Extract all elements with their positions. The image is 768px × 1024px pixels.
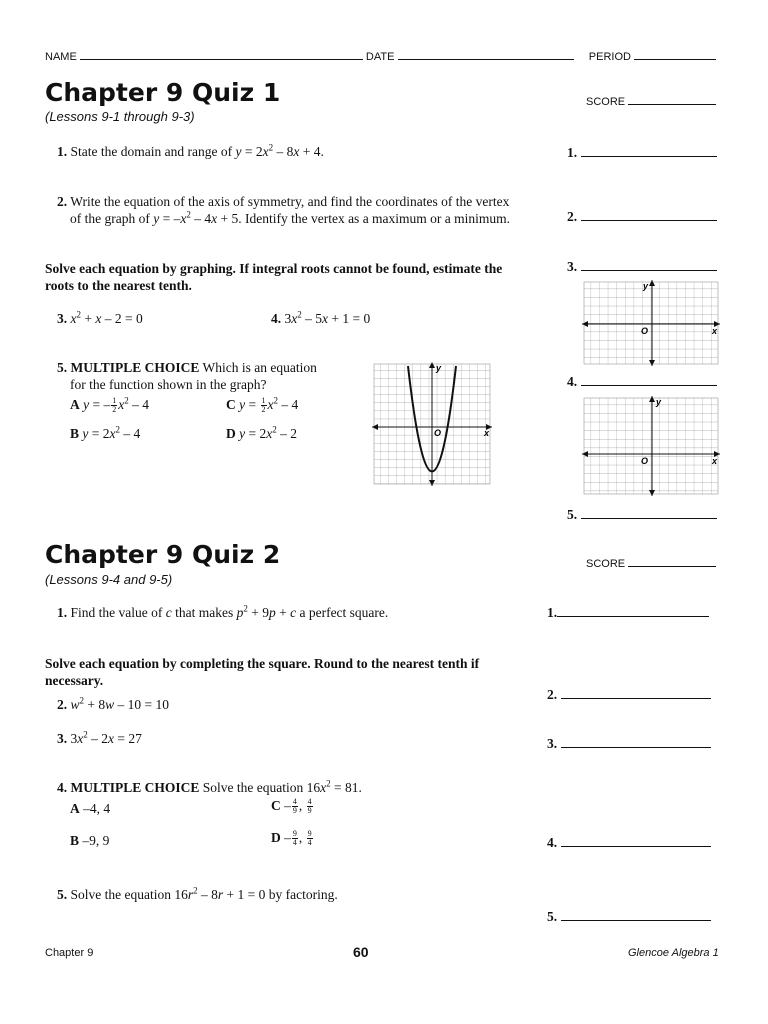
- equation: $3x^2 - 2x = 27$: [70, 729, 142, 746]
- answer-number: 5.: [567, 507, 578, 522]
- quiz2-question-1: 1. Find the value of c that makes $p^2 + 9p + c$ a perfect square.: [57, 603, 389, 620]
- answer-grid-3[interactable]: [582, 280, 720, 366]
- question-text: Find the value of: [70, 605, 163, 620]
- choice-letter: A: [70, 397, 80, 412]
- name-label-row: [45, 48, 716, 63]
- choice-d[interactable]: D $y = 2x^2 - 2$: [226, 424, 297, 441]
- quiz2-instructions: Solve each equation by completing the square. Round to the nearest tenth if necessary.: [45, 656, 480, 688]
- choice-letter: A: [70, 801, 80, 816]
- quiz2-answer-3[interactable]: [547, 736, 711, 752]
- score-field[interactable]: [628, 555, 716, 567]
- name-field[interactable]: [80, 48, 363, 60]
- y-axis-label: y: [643, 281, 649, 291]
- date-label: DATE: [365, 51, 395, 63]
- choice-a[interactable]: A y = – $\frac{1}{2}$ $x^2 - 4$: [70, 395, 149, 415]
- quiz2-question-2: [57, 696, 169, 713]
- x-axis-label: x: [712, 456, 718, 466]
- x-axis-label: x: [712, 326, 718, 336]
- choice-b[interactable]: B $y = 2x^2 - 4$: [70, 424, 141, 441]
- answer-number: 1.: [547, 605, 558, 620]
- origin-label: O: [434, 428, 442, 438]
- quiz1-question-3: [57, 310, 143, 327]
- question-number: 2.: [57, 697, 68, 712]
- choice-value: –4, 4: [83, 801, 111, 816]
- choice-letter: D: [226, 426, 236, 441]
- question-text: State the domain and range of: [70, 144, 233, 159]
- question-number: 3.: [57, 311, 68, 326]
- answer-number: 3.: [547, 736, 558, 751]
- quiz2-answer-2[interactable]: [547, 687, 711, 703]
- quiz2-answer-5[interactable]: [547, 909, 711, 925]
- equation: $16r^2 - 8r + 1 = 0$: [174, 885, 266, 902]
- question-text: Write the equation of the axis of symmetry, and find the coordinates of the vertex: [70, 194, 510, 209]
- origin-label: O: [641, 456, 649, 466]
- footer-book: Glencoe Algebra 1: [628, 947, 719, 959]
- choice-letter: C: [271, 798, 281, 813]
- quiz1-answer-2[interactable]: [567, 209, 717, 225]
- question-number: 5.: [57, 887, 68, 902]
- multiple-choice-label: MULTIPLE CHOICE: [70, 780, 200, 795]
- choice-letter: B: [70, 426, 80, 441]
- choice-letter: D: [271, 830, 281, 845]
- question-text: . Identify the vertex as a maximum or a minimum.: [238, 211, 511, 226]
- quiz2-subtitle: (Lessons 9-4 and 9-5): [45, 572, 173, 587]
- choice-value: –9, 9: [82, 833, 110, 848]
- choice-d[interactable]: D – $\frac{9}{4}$ , $\frac{9}{4}$: [271, 829, 312, 848]
- period-field[interactable]: [634, 48, 716, 60]
- equation: $x^2 + x - 2 = 0$: [70, 309, 143, 326]
- answer-grid-4[interactable]: [582, 396, 720, 496]
- question-number: 4.: [57, 780, 68, 795]
- y-axis-label: y: [656, 397, 662, 407]
- quiz1-subtitle: (Lessons 9-1 through 9-3): [45, 109, 195, 124]
- question-number: 1.: [57, 605, 68, 620]
- quiz2-question-5: [57, 886, 338, 903]
- question-text: for the function shown in the graph?: [70, 377, 267, 392]
- question-text: Solve the equation: [202, 780, 304, 795]
- question-number: 2.: [57, 194, 68, 209]
- parabola-graph: [372, 362, 494, 488]
- quiz2-title: Chapter 9 Quiz 2: [45, 540, 281, 569]
- answer-number: 4.: [547, 835, 558, 850]
- equation: $y = -x^2 - 4x + 5$: [153, 209, 239, 226]
- answer-number: 2.: [547, 687, 558, 702]
- multiple-choice-label: MULTIPLE CHOICE: [70, 360, 200, 375]
- equation: $16x^2 = 81$.: [306, 778, 362, 795]
- choice-a[interactable]: [70, 800, 110, 817]
- quiz1-score: [586, 93, 716, 108]
- equation: $y = 2x^2 - 8x + 4$.: [235, 142, 324, 159]
- score-field[interactable]: [628, 93, 716, 105]
- quiz1-answer-1[interactable]: [567, 145, 717, 161]
- answer-number: 3.: [567, 259, 578, 274]
- equation: $w^2 + 8w - 10 = 10$: [70, 695, 170, 712]
- quiz1-question-4: [271, 310, 370, 327]
- quiz1-question-2: [57, 193, 510, 227]
- quiz2-question-3: [57, 730, 142, 747]
- question-text: by factoring.: [268, 887, 338, 902]
- origin-label: O: [641, 326, 649, 336]
- question-text: that makes: [175, 605, 234, 620]
- choice-letter: C: [226, 397, 236, 412]
- choice-c[interactable]: C – $\frac{4}{9}$ , $\frac{4}{9}$: [271, 797, 312, 816]
- question-text: of the graph of: [70, 211, 150, 226]
- question-number: 5.: [57, 360, 68, 375]
- x-axis-label: x: [484, 428, 490, 438]
- answer-number: 1.: [567, 145, 578, 160]
- quiz1-answer-5[interactable]: [567, 507, 717, 523]
- score-label: SCORE: [586, 96, 626, 108]
- choice-c[interactable]: C y = $\frac{1}{2}$ $x^2 - 4$: [226, 395, 299, 415]
- quiz2-answer-1[interactable]: [547, 605, 709, 621]
- name-label: NAME: [45, 51, 77, 63]
- quiz1-answer-3[interactable]: [567, 259, 717, 275]
- quiz2-question-4: [57, 779, 362, 796]
- equation: $3x^2 - 5x + 1 = 0$: [284, 309, 371, 326]
- quiz2-answer-4[interactable]: [547, 835, 711, 851]
- answer-number: 5.: [547, 909, 558, 924]
- quiz1-question-1: [57, 143, 324, 160]
- quiz1-question-5: [57, 359, 317, 393]
- question-number: 1.: [57, 144, 68, 159]
- equation: $p^2 + 9p + c$: [236, 603, 297, 620]
- question-number: 4.: [271, 311, 282, 326]
- question-text: Solve the equation: [70, 887, 171, 902]
- answer-number: 4.: [567, 374, 578, 389]
- answer-number: 2.: [567, 209, 578, 224]
- quiz2-score: [586, 555, 716, 570]
- question-text: Which is an equation: [202, 360, 317, 375]
- period-label: PERIOD: [588, 51, 631, 63]
- quiz1-title: Chapter 9 Quiz 1: [45, 78, 281, 107]
- question-text: a perfect square.: [299, 605, 389, 620]
- choice-letter: B: [70, 833, 80, 848]
- date-field[interactable]: [398, 48, 574, 60]
- score-label: SCORE: [586, 558, 626, 570]
- question-number: 3.: [57, 731, 68, 746]
- quiz1-instructions: Solve each equation by graphing. If integral roots cannot be found, estimate the roots to the nearest tenth.: [45, 261, 503, 293]
- y-axis-label: y: [436, 363, 442, 373]
- footer-chapter: Chapter 9: [45, 947, 94, 959]
- quiz1-answer-4[interactable]: [567, 374, 717, 390]
- choice-b[interactable]: [70, 832, 109, 849]
- page-number: 60: [353, 944, 369, 960]
